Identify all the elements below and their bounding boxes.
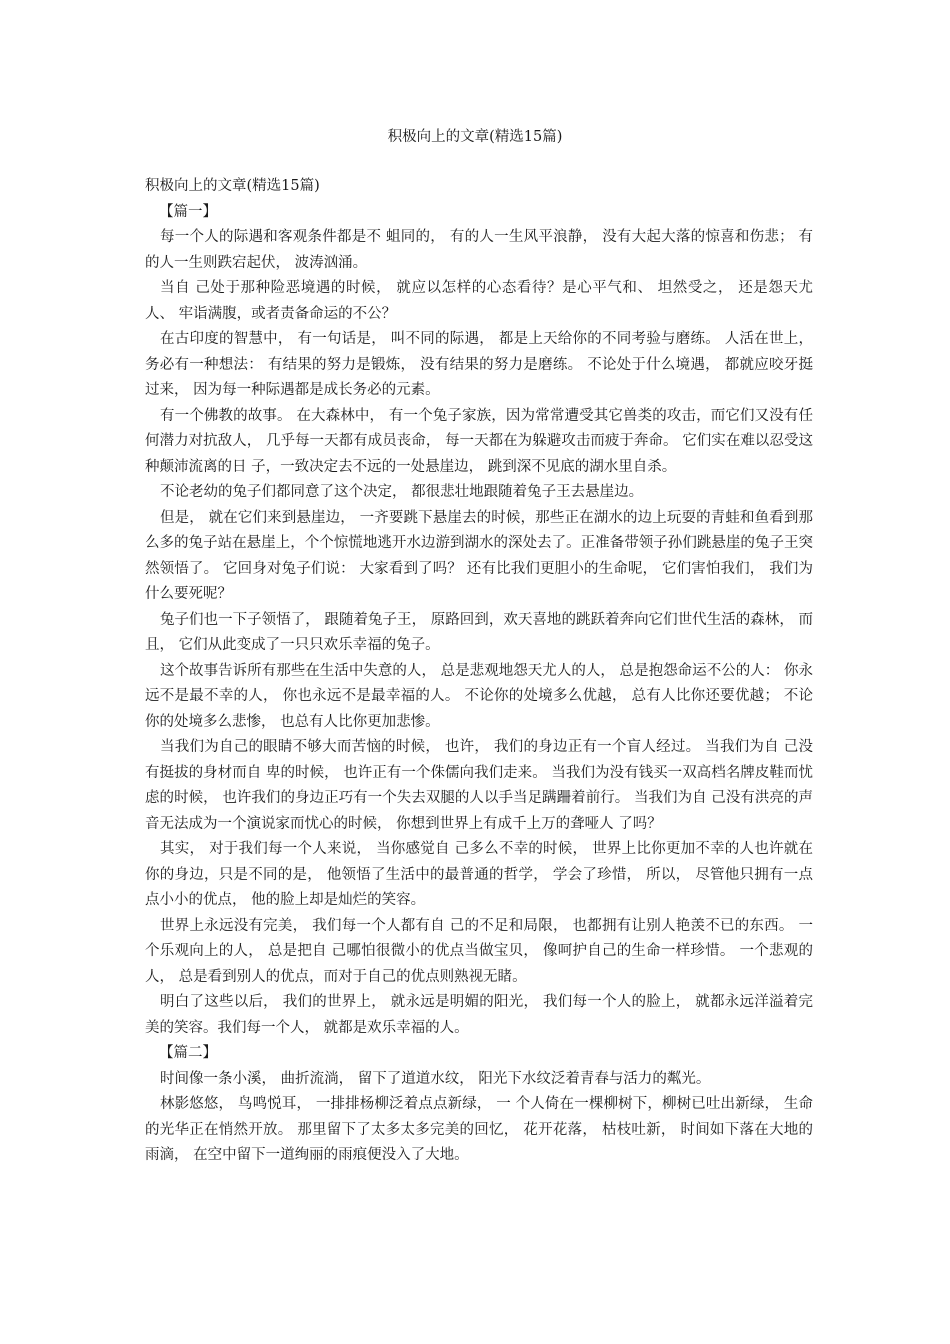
document-title: 积极向上的文章(精选15篇) [387, 129, 563, 145]
paragraph: 其实， 对于我们每一个人来说， 当你感觉自 己多么不幸的时候， 世界上比你更加不幸的人也许就在你的身边，只是不同的是， 他领悟了生活中的最普通的哲学， 学会了珍惜， 所以， 尽管他只拥有一点点小小的优点， 他的脸上却是灿烂的笑容。 [145, 841, 813, 908]
section-heading-2: 【篇二】 [159, 1045, 217, 1061]
paragraph: 在古印度的智慧中， 有一句话是， 叫不同的际遇， 都是上天给你的不同考验与磨练。 人活在世上， 务必有一种想法： 有结果的努力是锻炼， 没有结果的努力是磨练。 不论处于什么境遇， 都就应咬牙挺过来， 因为每一种际遇都是成长务必的元素。 [145, 331, 813, 398]
paragraph: 有一个佛教的故事。 在大森林中， 有一个兔子家族，因为常常遭受其它兽类的攻击，而它们又没有任何潜力对抗敌人， 几乎每一天都有成员丧命， 每一天都在为躲避攻击而疲于奔命。 它们实在难以忍受这种颠沛流离的日 子，一致决定去不远的一处悬崖边， 跳到深不见底的湖水里自杀。 [145, 407, 813, 475]
paragraph: 这个故事告诉所有那些在生活中失意的人， 总是悲观地怨天尤人的人， 总是抱怨命运不公的人： 你永远不是最不幸的人， 你也永远不是最幸福的人。 不论你的处境多么优越， 总有人比你还要优越； 不论你的处境多么悲惨， 也总有人比你更加悲惨。 [145, 662, 813, 730]
document-body [145, 174, 813, 1169]
paragraph: 当我们为自己的眼睛不够大而苦恼的时候， 也许， 我们的身边正有一个盲人经过。 当我们为自 己没有挺拔的身材而自 卑的时候， 也许正有一个侏儒向我们走来。 当我们为没有钱买一双高档名牌皮鞋而忧虑的时候， 也许我们的身边正巧有一个失去双腿的人以手当足蹒跚着前行。 当我们为自 己没有洪亮的声音无法成为一个演说家而忧心的时候， 你想到世界上有成千上万的聋哑人 了吗？ [145, 739, 813, 832]
document-subtitle: 积极向上的文章(精选15篇) [145, 178, 320, 194]
paragraph: 时间像一条小溪， 曲折流淌， 留下了道道水纹， 阳光下水纹泛着青春与活力的粼光。 [160, 1070, 711, 1087]
paragraph: 每一个人的际遇和客观条件都是不 蛆同的， 有的人一生风平浪静， 没有大起大落的惊喜和伤悲； 有的人一生则跌宕起伏， 波涛汹涌。 [145, 229, 813, 271]
paragraph: 但是， 就在它们来到悬崖边， 一齐要跳下悬崖去的时候，那些正在湖水的边上玩耍的青蛙和鱼看到那么多的兔子站在悬崖上，个个惊慌地逃开水边游到湖水的深处去了。正准备带领子孙们跳悬崖的兔子王突然领悟了。 它回身对兔子们说： 大家看到了吗？ 还有比我们更胆小的生命呢， 它们害怕我们， 我们为什么要死呢？ [145, 509, 813, 602]
paragraph: 林影悠悠， 鸟鸣悦耳， 一排排杨柳泛着点点新绿， 一 个人倚在一棵柳树下，柳树已吐出新绿， 生命的光华正在悄然开放。 那里留下了太多太多完美的回忆， 花开花落， 枯枝吐新， 时间如下落在大地的雨滴， 在空中留下一道绚丽的雨痕便没入了大地。 [145, 1096, 813, 1163]
paragraph: 明白了这些以后， 我们的世界上， 就永远是明媚的阳光， 我们每一个人的脸上， 就都永远洋溢着完美的笑容。我们每一个人， 就都是欢乐幸福的人。 [145, 994, 813, 1036]
paragraph: 当自 己处于那种险恶境遇的时候， 就应以怎样的心态看待？是心平气和、 坦然受之， 还是怨天尤人、 牢诣满腹，或者责备命运的不公？ [145, 280, 813, 322]
paragraph: 世界上永远没有完美， 我们每一个人都有自 己的不足和局限， 也都拥有让别人艳羡不已的东西。 一个乐观向上的人， 总是把自 己哪怕很微小的优点当做宝贝， 像呵护自己的生命一样珍惜。 一个悲观的人， 总是看到别人的优点，而对于自己的优点则熟视无睹。 [145, 917, 813, 985]
section-heading-1: 【篇一】 [159, 203, 217, 220]
paragraph: 兔子们也一下子领悟了， 跟随着兔子王， 原路回到，欢天喜地的跳跃着奔向它们世代生活的森林， 而且， 它们从此变成了一只只欢乐幸福的兔子。 [145, 611, 813, 653]
paragraph: 不论老幼的兔子们都同意了这个决定， 都很悲壮地跟随着兔子王去悬崖边。 [160, 484, 644, 500]
